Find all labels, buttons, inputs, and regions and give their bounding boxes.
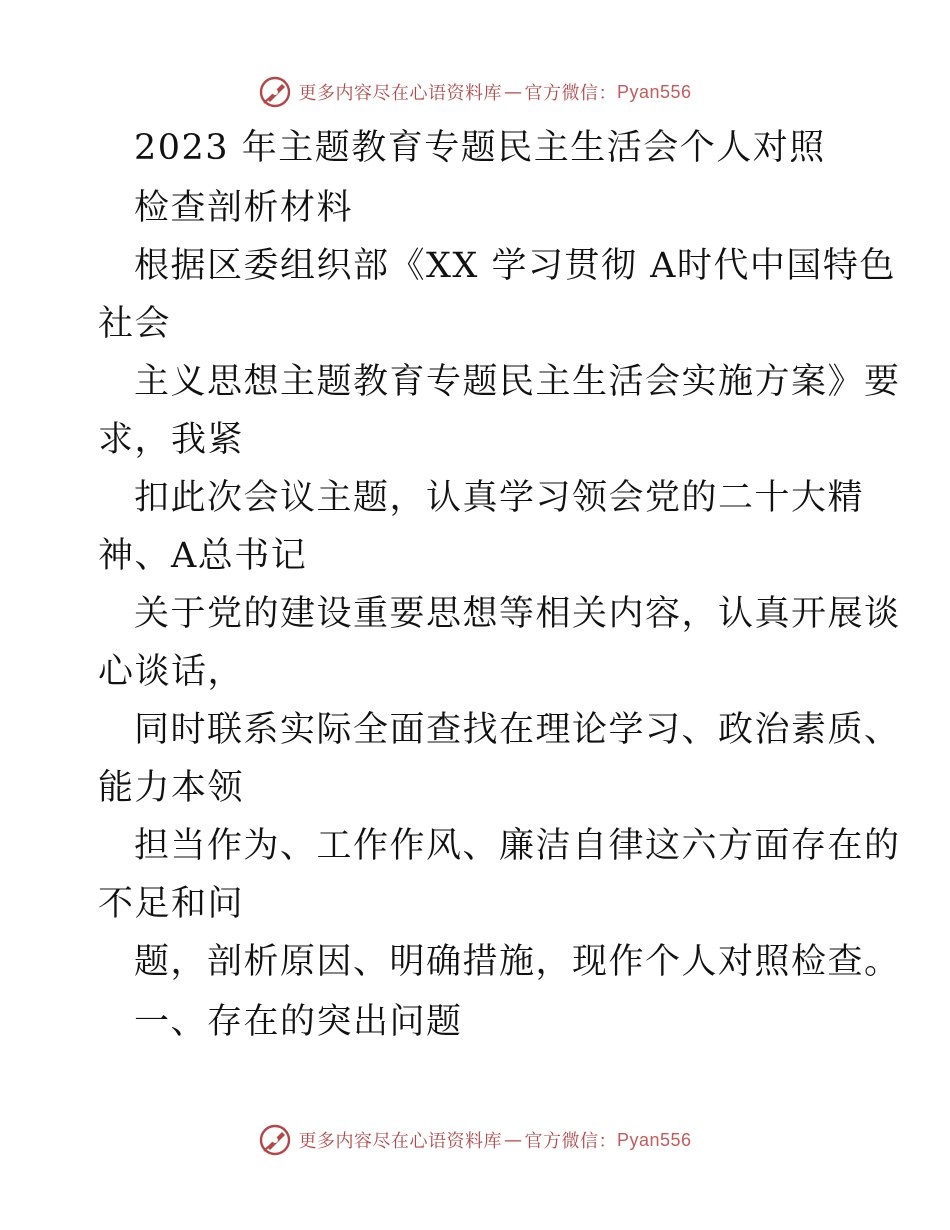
watermark-site-text: 更多内容尽在心语资料库 [298,83,502,104]
watermark-site-text: 更多内容尽在心语资料库 [298,1131,502,1152]
paragraph-line: 能力本领 [98,768,245,808]
paragraph-line: 社会 [98,304,172,344]
title-line-1: 2023 年主题教育专题民主生活会个人对照 [134,128,826,168]
footer-watermark [0,1120,950,1160]
watermark-wechat-id: Pyan556 [616,81,692,102]
paragraph-line: 不足和问 [98,884,245,924]
paragraph-line: 根据区委组织部《XX 学习贯彻 A时代中国特色 [134,246,896,286]
watermark-wechat-label: 官方微信： [524,83,617,104]
paragraph-line: 题，剖析原因、明确措施，现作个人对照检查。 [134,942,901,982]
watermark-dash: — [503,1129,523,1151]
header-watermark [0,72,950,112]
watermark-wechat-id: Pyan556 [616,1129,692,1150]
section-heading: 一、存在的突出问题 [134,1002,463,1042]
paragraph-line: 心谈话， [98,652,245,692]
paragraph-line: 主义思想主题教育专题民主生活会实施方案》要 [134,362,901,402]
watermark-wechat-label: 官方微信： [524,1131,617,1152]
title-line-2: 检查剖析材料 [134,188,354,228]
quill-seal-icon [258,75,292,109]
paragraph-line: 担当作为、工作作风、廉洁自律这六方面存在的 [134,826,901,866]
quill-seal-icon [258,1123,292,1157]
paragraph-line: 求，我紧 [98,420,245,460]
paragraph-line: 关于党的建设重要思想等相关内容，认真开展谈 [134,594,901,634]
paragraph-line: 同时联系实际全面查找在理论学习、政治素质、 [134,710,901,750]
watermark-dash: — [503,81,523,103]
paragraph-line: 神、A总书记 [98,536,308,576]
paragraph-line: 扣此次会议主题，认真学习领会党的二十大精 [134,478,865,518]
